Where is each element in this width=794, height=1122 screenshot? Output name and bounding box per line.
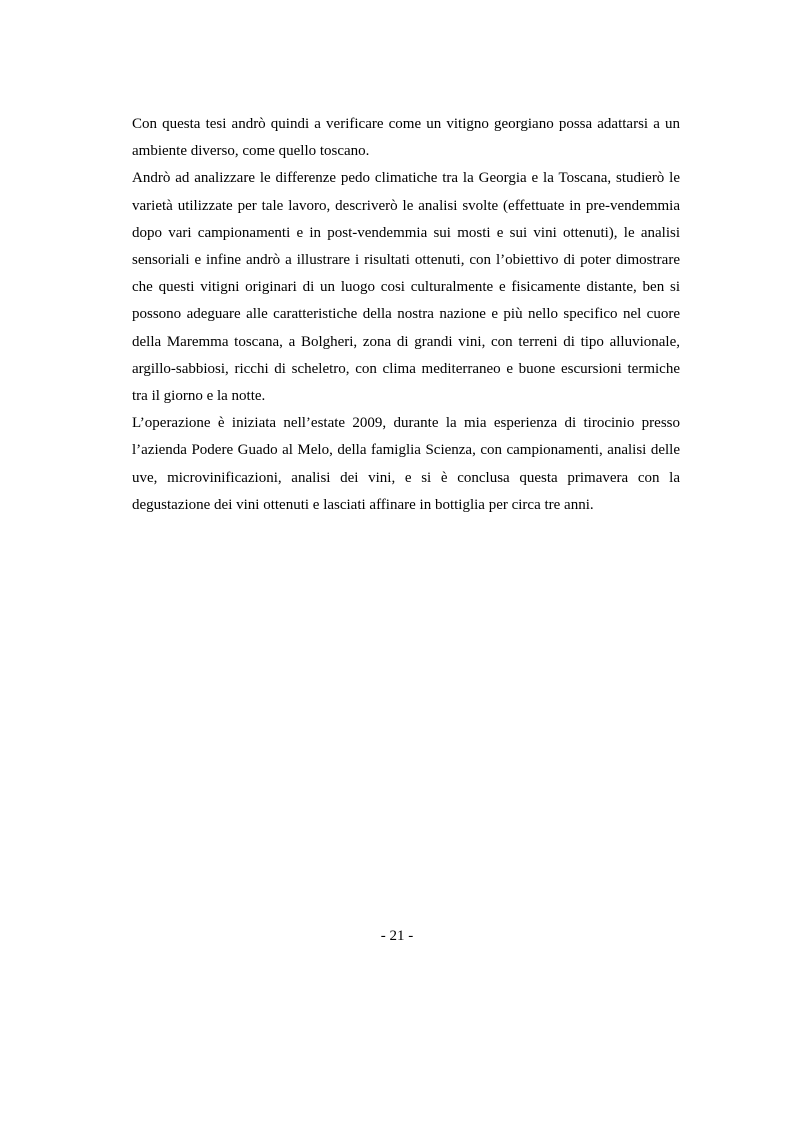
page-number: - 21 -: [380, 928, 414, 944]
paragraph-intro: Con questa tesi andrò quindi a verificare come un vitigno georgiano possa adattarsi a un ambiente diverso, come quello toscano.: [132, 116, 680, 160]
paragraph-analysis: Andrò ad analizzare le differenze pedo climatiche tra la Georgia e la Toscana, studierò le varietà utilizzate per tale lavoro, descriverò le analisi svolte (effettuate in pre-vendemmia dopo vari campionamenti e in post-vendemmia sui mosti e sui vini ottenuti), le analisi sensoriali e infine andrò a illustrare i risultati ottenuti, con l’obiettivo di poter dimostrare che questi vitigni originari di un luogo cosi culturalmente e fisicamente distante, ben si possono adeguare alle caratteristiche della nostra nazione e più nello specifico nel cuore della Maremma toscana, a Bolgheri, zona di grandi vini, con terreni di tipo alluvionale, argillo-sabbiosi, ricchi di scheletro, con clima mediterraneo e buone escursioni termiche tra il giorno e la notte.: [132, 170, 680, 405]
body-text: [132, 111, 680, 519]
paragraph-operation: L’operazione è iniziata nell’estate 2009, durante la mia esperienza di tirocinio presso l’azienda Podere Guado al Melo, della famiglia Scienza, con campionamenti, analisi delle uve, microvinificazioni, analisi dei vini, e si è conclusa questa primavera con la degustazione dei vini ottenuti e lasciati affinare in bottiglia per circa tre anni.: [132, 415, 680, 513]
